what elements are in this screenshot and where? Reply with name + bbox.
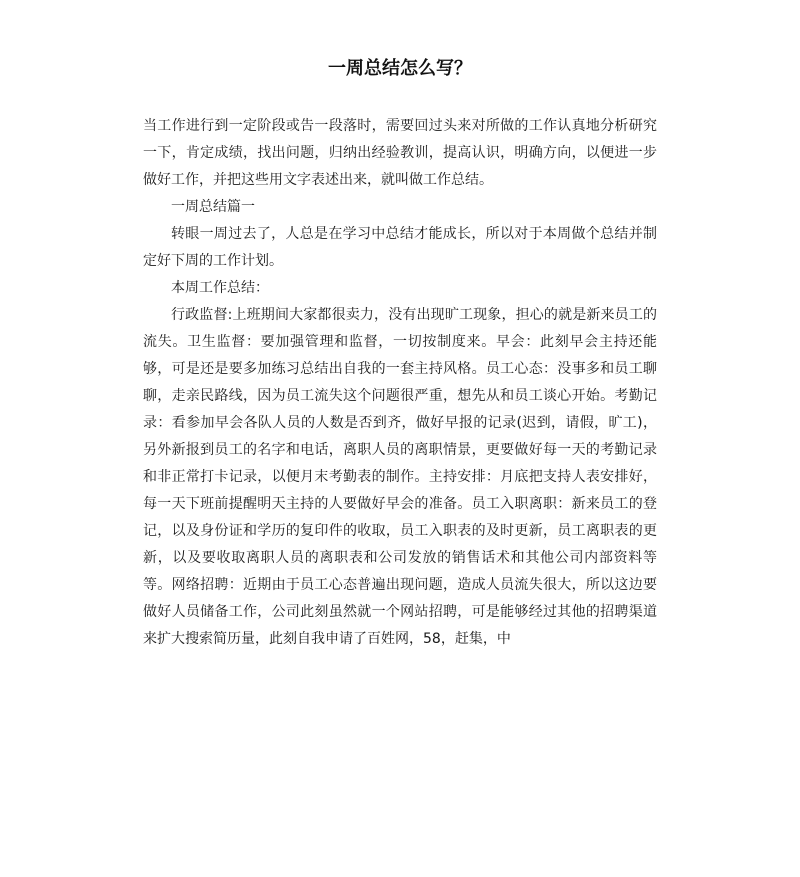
section-heading: 一周总结篇一 (171, 199, 255, 215)
summary-label: 本周工作总结： (171, 280, 269, 296)
document-title: 一周总结怎么写？ (328, 58, 472, 79)
intro-paragraph: 当工作进行到一定阶段或告一段落时，需要回过头来对所做的工作认真地分析研究一下，肯定成绩，找出问题，归纳出经验教训，提高认识，明确方向，以便进一步做好工作，并把这些用文字表述出来，就叫做工作总结。 (143, 118, 657, 188)
document-body (143, 113, 657, 653)
opening-paragraph: 转眼一周过去了，人总是在学习中总结才能成长，所以对于本周做个总结并制定好下周的工作计划。 (143, 226, 657, 269)
summary-paragraph: 行政监督:上班期间大家都很卖力，没有出现旷工现象，担心的就是新来员工的流失。卫生监督：要加强管理和监督，一切按制度来。早会：此刻早会主持还能够，可是还是要多加练习总结出自我的一套主持风格。员工心态：没事多和员工聊聊，走亲民路线，因为员工流失这个问题很严重，想先从和员工谈心开始。考勤记录：看参加早会各队人员的人数是否到齐，做好早报的记录(迟到，请假，旷工)，另外新报到员工的名字和电话，离职人员的离职情景，更要做好每一天的考勤记录和非正常打卡记录，以便月末考勤表的制作。主持安排：月底把支持人表安排好，每一天下班前提醒明天主持的人要做好早会的准备。员工入职离职：新来员工的登记，以及身份证和学历的复印件的收取，员工入职表的及时更新，员工离职表的更新，以及要收取离职人员的离职表和公司发放的销售话术和其他公司内部资料等等。网络招聘：近期由于员工心态普遍出现问题，造成人员流失很大，所以这边要做好人员储备工作，公司此刻虽然就一个网站招聘，可是能够经过其他的招聘渠道来扩大搜索简历量，此刻自我申请了百姓网，58，赶集，中 (143, 307, 657, 647)
